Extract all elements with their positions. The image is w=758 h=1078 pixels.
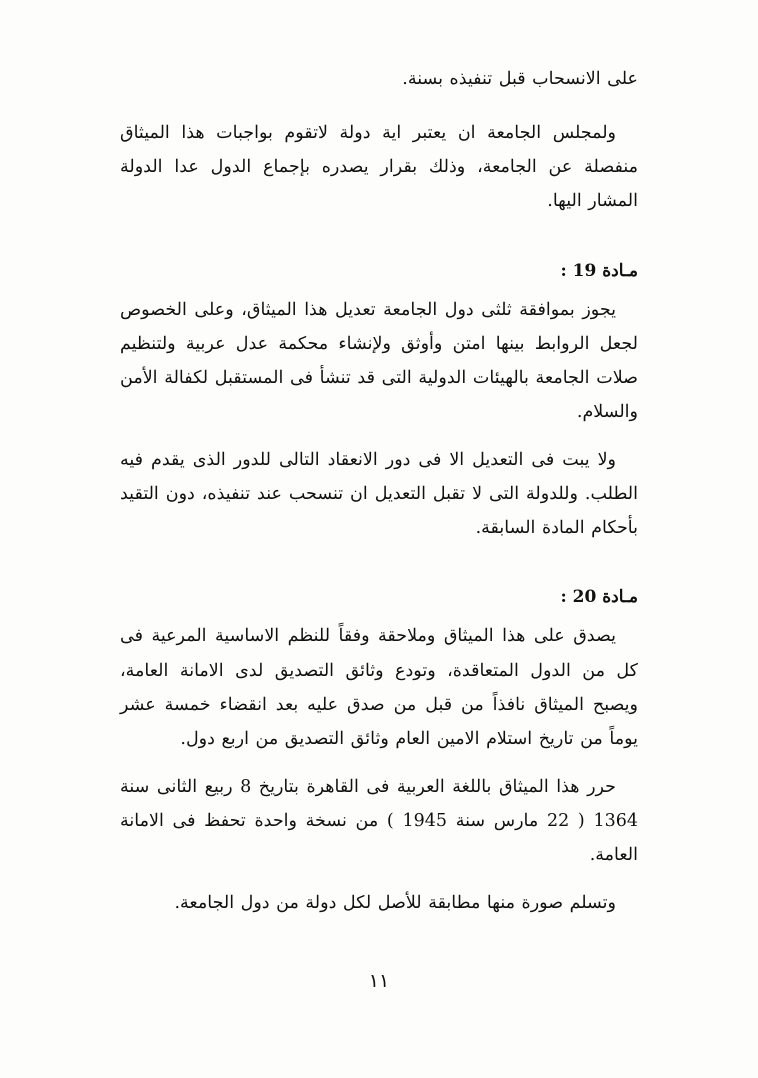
paragraph-signing-date: حرر هذا الميثاق باللغة العربية فى القاهرة بتاريخ 8 ربيع الثانى سنة 1364 ( 22 مارس سنة 1945 ) من نسخة واحدة تحفظ فى الامانة العامة.: [120, 776, 639, 866]
paragraph-article-19-body: يجوز بموافقة ثلثى دول الجامعة تعديل هذا الميثاق، وعلى الخصوص لجعل الروابط بينها امتن وأوثق ولإنشاء محكمة عدل عربية ولتنظيم صلات الجامعة بالهيئات الدولية التى قد تنشأ فى المستقبل لكفالة الأمن والسلام.: [120, 299, 638, 422]
heading-article-19: مـادة 19 :: [560, 260, 638, 281]
heading-article-20: مـادة 20 :: [560, 587, 638, 608]
paragraph-league-council: ولمجلس الجامعة ان يعتبر اية دولة لاتقوم بواجبات هذا الميثاق منفصلة عن الجامعة، وذلك بقرار يصدره بإجماع الدول عدا الدولة المشار اليها.: [120, 123, 638, 212]
paragraph-continuation: على الانسحاب قبل تنفيذه بسنة.: [402, 69, 638, 89]
section-spacer-2: [120, 559, 638, 565]
page-content: [120, 62, 638, 934]
paragraph-copies: وتسلم صورة منها مطابقة للأصل لكل دولة من دول الجامعة.: [174, 893, 616, 914]
paragraph-article-20-ratification: يصدق على هذا الميثاق وملاحقة وفقاً للنظم الاساسية المرعية فى كل من الدول المتعاقدة، وتودع وثائق التصديق لدى الامانة العامة، ويصبح الميثاق نافذاً من قبل من صدق عليه بعد انقضاء خمسة عشر يوماً من تاريخ استلام الامين العام وثائق التصديق من اربع دول.: [120, 626, 638, 749]
page-number: ١١: [368, 970, 390, 992]
paragraph-article-19-amendment: ولا يبت فى التعديل الا فى دور الانعقاد التالى للدور الذى يقدم فيه الطلب. وللدولة التى لا تقبل التعديل ان تنسحب عند تنفيذه، دون التقيد بأحكام المادة السابقة.: [120, 450, 638, 539]
section-spacer: [120, 233, 638, 239]
